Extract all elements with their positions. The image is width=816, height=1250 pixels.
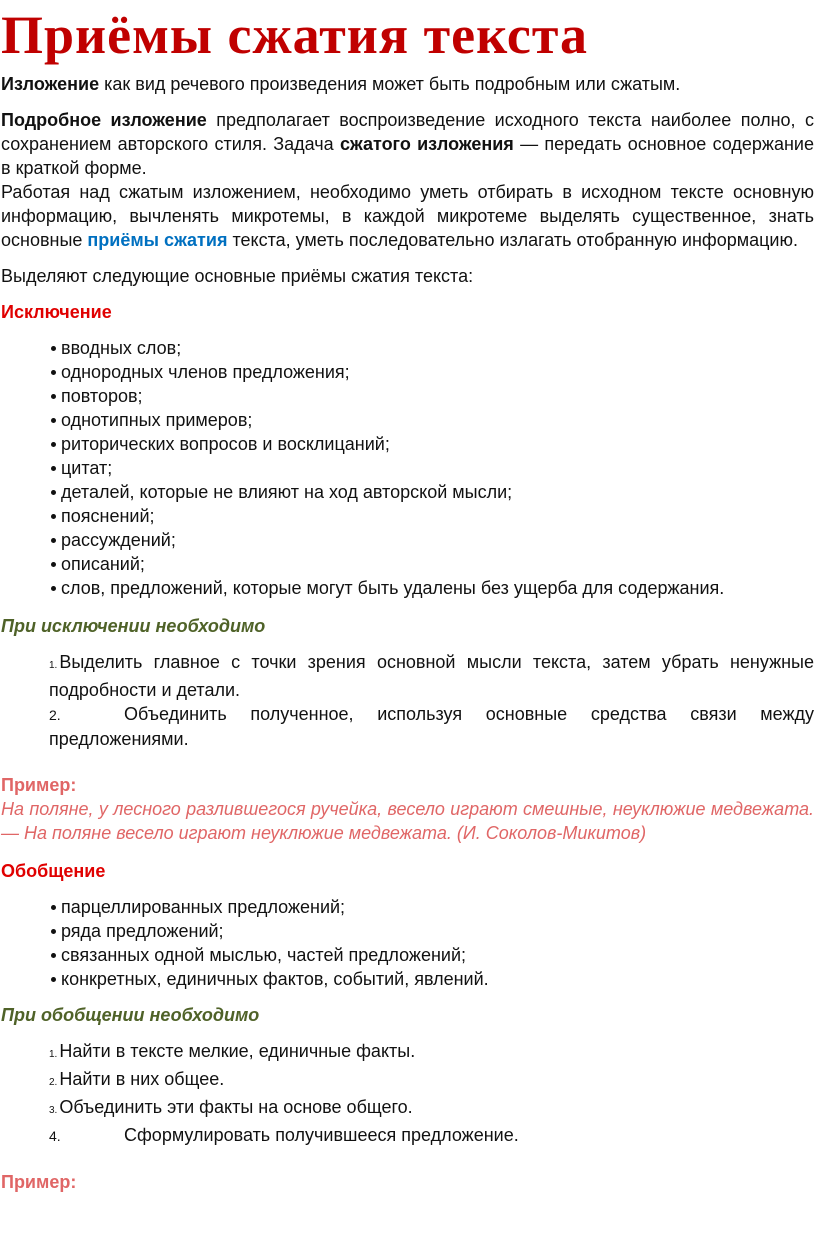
list-item: описаний;	[49, 552, 814, 576]
term-detailed: Подробное изложение	[1, 110, 207, 130]
list-item: повторов;	[49, 384, 814, 408]
list-item: деталей, которые не влияют на ход авторской мысли;	[49, 480, 814, 504]
step-number: 2.	[49, 707, 61, 723]
list-item: парцеллированных предложений;	[49, 895, 814, 919]
term-compression-techniques: приёмы сжатия	[87, 230, 228, 250]
list-item: связанных одной мыслью, частей предложений;	[49, 943, 814, 967]
list-item: риторических вопросов и восклицаний;	[49, 432, 814, 456]
step-text: Объединить эти факты на основе общего.	[59, 1097, 413, 1117]
intro-p2-text-1: предполагает воспроизведение исходного текста наиболее полно, с сохранением авторского стиля. Задача	[1, 110, 814, 154]
step-text: Сформулировать получившееся предложение.	[124, 1125, 519, 1145]
list-item: цитат;	[49, 456, 814, 480]
intro-p1-text: как вид речевого произведения может быть подробным или сжатым.	[99, 74, 681, 94]
step-item	[49, 1067, 814, 1095]
step-number: 2.	[49, 1077, 58, 1088]
term-izlozhenie: Изложение	[1, 74, 100, 94]
example-label-generalization: Пример:	[1, 1172, 77, 1192]
exclusion-steps-list	[1, 650, 814, 751]
generalization-list	[1, 895, 814, 991]
list-item: пояснений;	[49, 504, 814, 528]
intro-p2-text-2: — передать основное содержание в краткой форме.	[1, 134, 814, 178]
list-item: слов, предложений, которые могут быть удалены без ущерба для содержания.	[49, 576, 814, 600]
step-text: Найти в них общее.	[59, 1069, 225, 1089]
step-item	[49, 650, 814, 702]
list-item: однородных членов предложения;	[49, 360, 814, 384]
exclusion-list	[1, 336, 814, 600]
subheading-exclusion-steps: При исключении необходимо	[1, 616, 266, 636]
list-item: вводных слов;	[49, 336, 814, 360]
list-item: ряда предложений;	[49, 919, 814, 943]
list-item: рассуждений;	[49, 528, 814, 552]
step-number: 1.	[49, 660, 58, 671]
intro-p3-text-1: Работая над сжатым изложением, необходимо уметь отбирать в исходном тексте основную информацию, вычленять микротемы, в каждой микротеме выделять существенное, знать основные	[1, 182, 814, 250]
intro-paragraph-2	[1, 108, 814, 180]
step-item	[49, 1095, 814, 1123]
step-item	[49, 702, 814, 751]
step-number: 3.	[49, 1105, 58, 1116]
step-item	[49, 1123, 814, 1148]
step-text: Выделить главное с точки зрения основной мысли текста, затем убрать ненужные подробности и детали.	[49, 652, 814, 700]
step-number: 1.	[49, 1049, 58, 1060]
list-item: конкретных, единичных фактов, событий, явлений.	[49, 967, 814, 991]
list-item: однотипных примеров;	[49, 408, 814, 432]
section-heading-generalization: Обобщение	[1, 861, 106, 881]
intro-paragraph-4: Выделяют следующие основные приёмы сжатия текста:	[1, 266, 474, 286]
intro-p3-text-2: текста, уметь последовательно излагать отобранную информацию.	[227, 230, 798, 250]
step-text: Объединить полученное, используя основные средства связи между предложениями.	[49, 704, 814, 749]
example-text-exclusion: На поляне, у лесного разлившегося ручейка, весело играют смешные, неуклюжие медвежата. — На поляне весело играют неуклюжие медвежата. (И. Соколов-Микитов)	[1, 799, 814, 843]
term-concise: сжатого изложения	[339, 134, 514, 154]
example-label-exclusion: Пример:	[1, 775, 77, 795]
generalization-steps-list	[1, 1039, 814, 1148]
subheading-generalization-steps: При обобщении необходимо	[1, 1005, 260, 1025]
intro-paragraph-1	[1, 72, 814, 96]
intro-paragraph-3	[1, 180, 814, 252]
section-heading-exclusion: Исключение	[1, 302, 112, 322]
page-title: Приёмы сжатия текста	[1, 5, 589, 65]
step-text: Найти в тексте мелкие, единичные факты.	[59, 1041, 416, 1061]
step-number: 4.	[49, 1128, 61, 1144]
step-item	[49, 1039, 814, 1067]
